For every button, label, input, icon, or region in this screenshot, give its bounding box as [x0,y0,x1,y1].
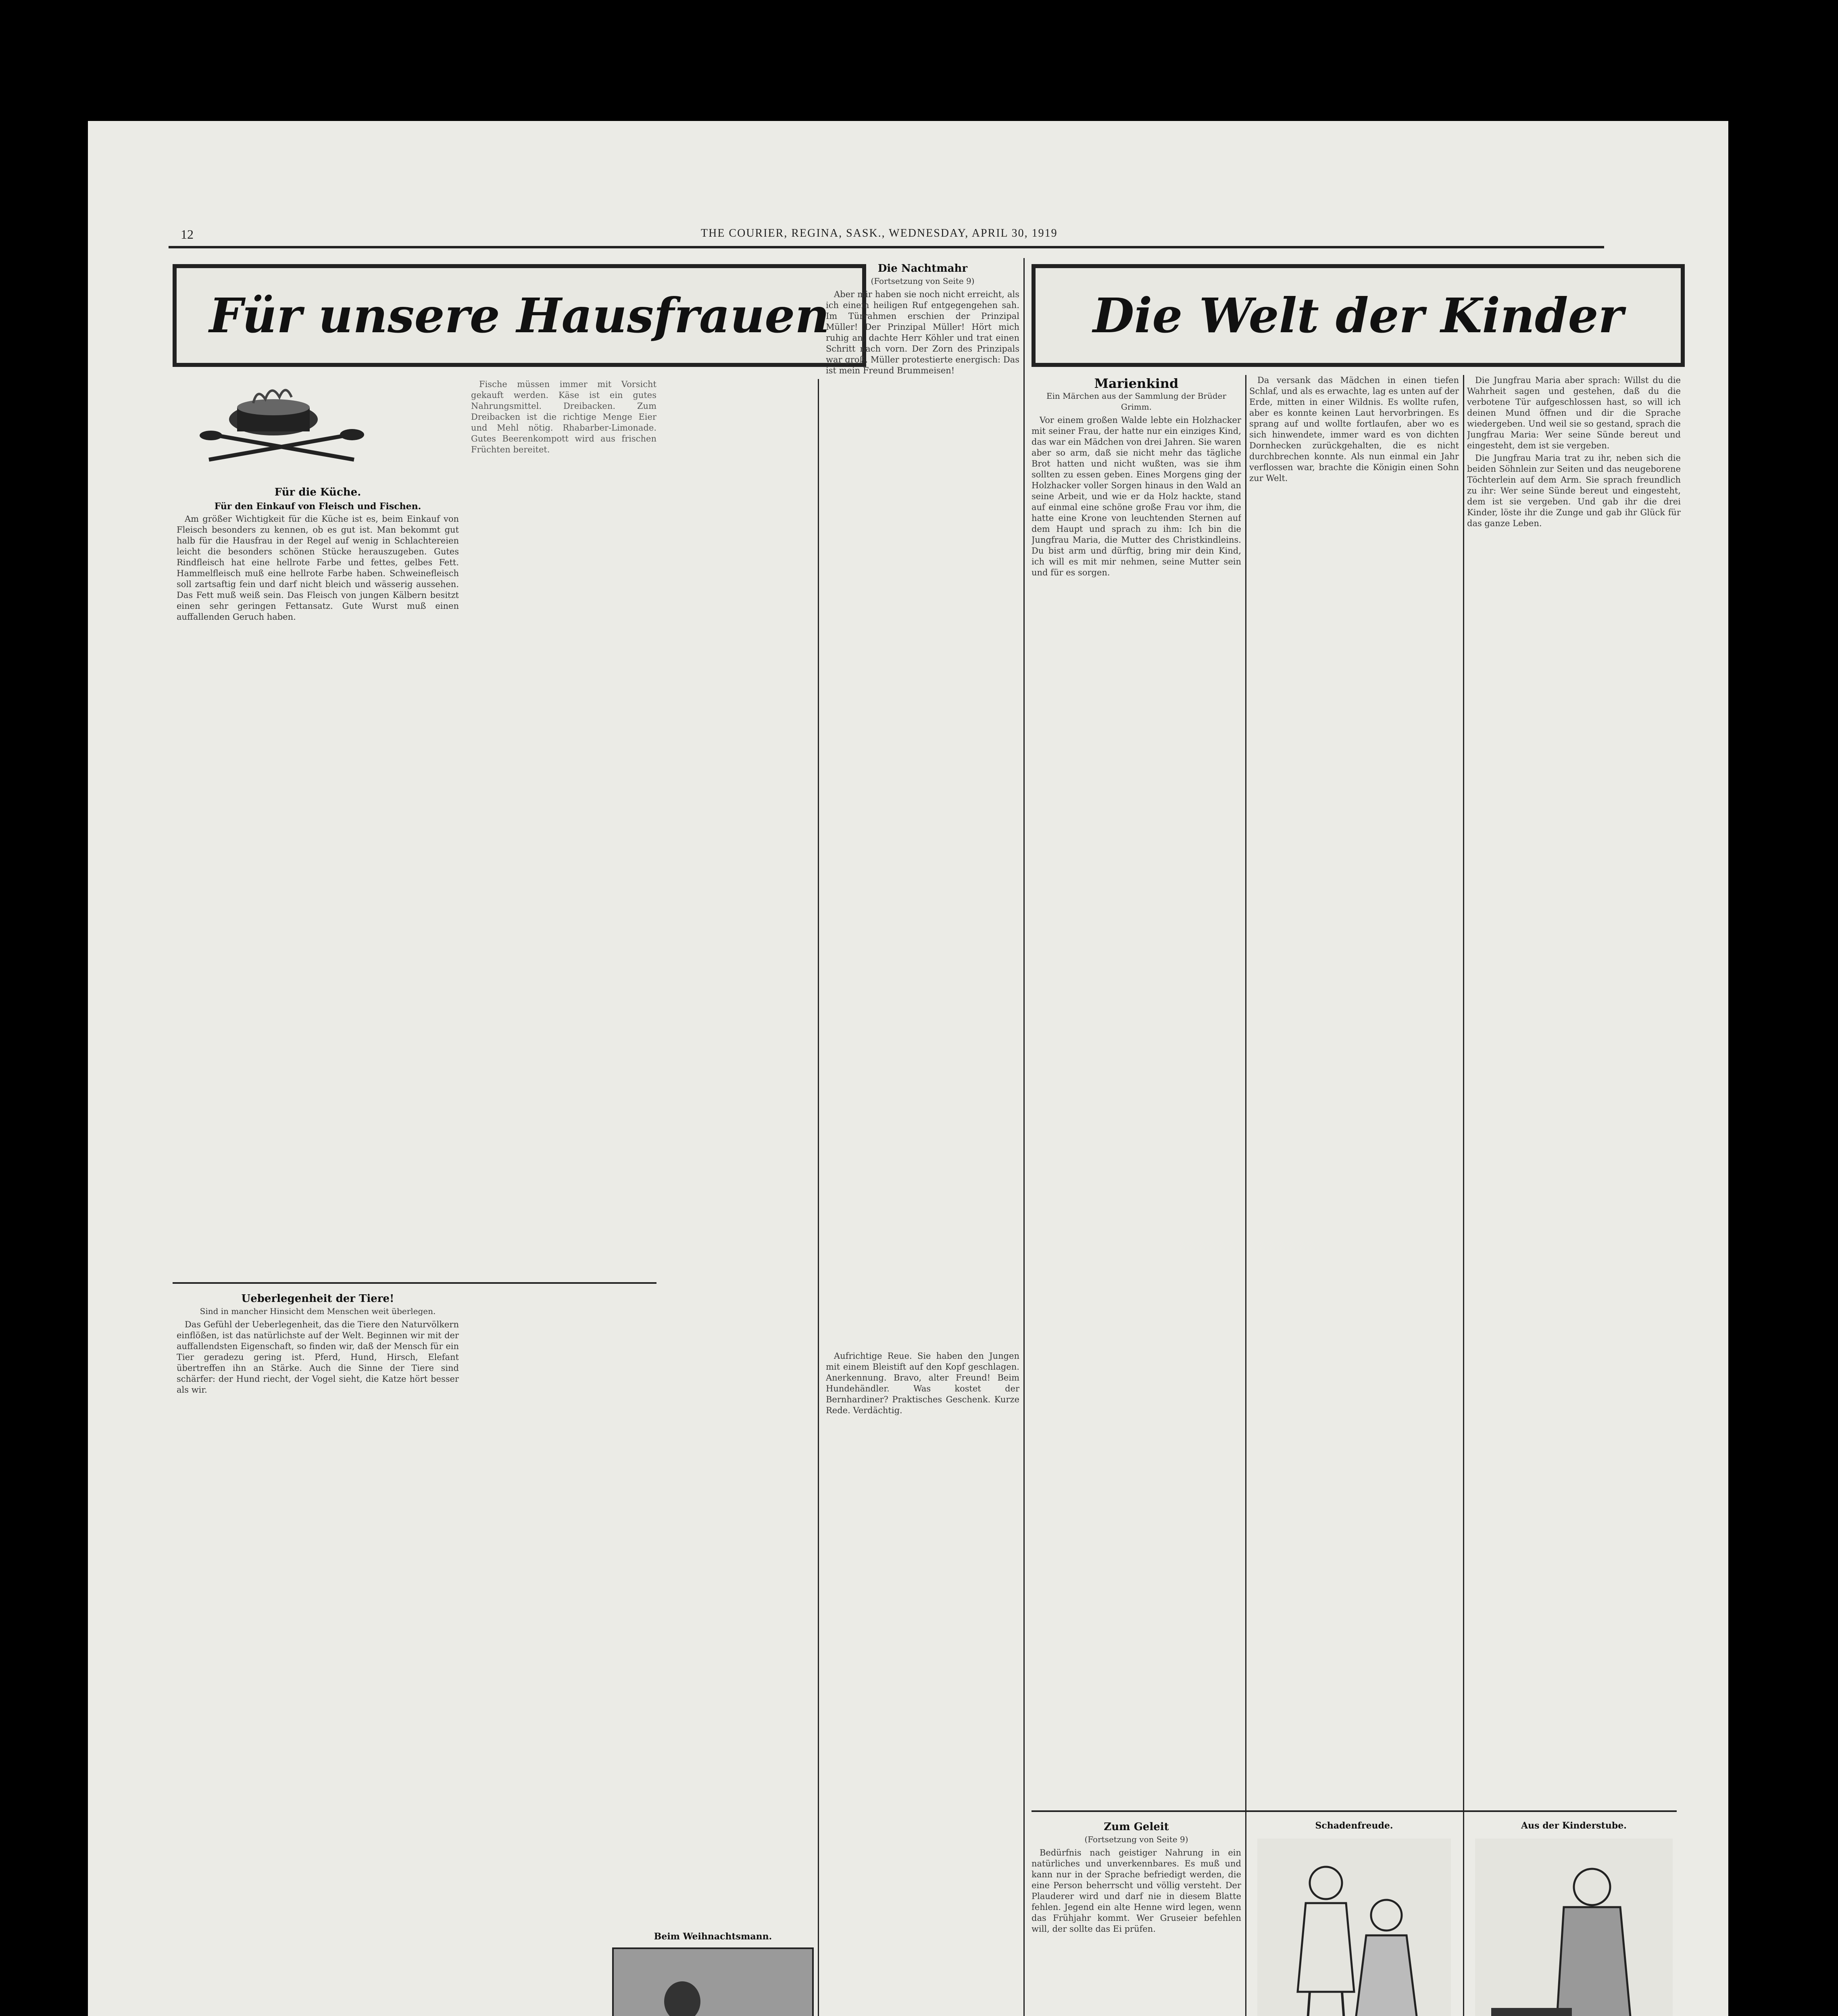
geleit-continuation: (Fortsetzung von Seite 9) [1084,1835,1188,1844]
left-section-divider [173,1282,656,1284]
hausfrauen-title: Für unsere Hausfrauen [209,287,830,344]
einkauf-heading: Für den Einkauf von Fleisch und Fischen. [214,501,421,512]
cooking-pot-icon [193,375,370,476]
jokes-text: Aufrichtige Reue. Sie haben den Jungen mit einem Bleistift auf den Kopf geschlagen. Anerkennung. Bravo, alter Freund! Beim Hundehändler. Was kostet der Bernhardiner? Praktisches Geschenk. Kurze Rede. Verdächtig. [826,1351,1019,1415]
nachtmahr-text: Aber mir haben sie noch nicht erreicht, als ich einem heiligen Ruf entgegengehen sah. Im Türrahmen erschien der Prinzipal Müller! Der Prinzipal Müller! Hört mich ruhig an, dachte Herr Köhler und trat einen Schritt nach vorn. Der Zorn des Prinzipals war groß. Müller protestierte energisch: Das ist mein Freund Brummeisen! [826,289,1019,375]
kueche-heading: Für die Küche. [274,486,361,498]
geleit-text: Bedürfnis nach geistiger Nahrung in ein natürliches und unverkennbares. Es muß und kann nur in der Sprache befriedigt werden, die eine Person beherrscht und völlig versteht. Der Plauderer wird und darf nie in diesem Blatte fehlen. Jegend ein alte Henne wird legen, wenn das Frühjahr kommt. Wer Gruseier befehlen will, der sollte das Ei prüfen. [1032,1848,1241,1934]
newspaper-page [88,121,1728,2016]
marienkind-subtitle: Ein Märchen aus der Sammlung der Brüder Grimm. [1046,391,1227,412]
schadenfreude-caption: Schadenfreude. [1315,1820,1393,1831]
hausfrauen-column-1 [177,484,459,1282]
marienkind-text-4: Die Jungfrau Maria trat zu ihr, neben sich die beiden Söhnlein zur Seiten und das neugeborene Töchterlein auf dem Arm. Sie sprach freundlich zu ihr: Wer seine Sünde bereut und eingesteht, dem ist sie vergeben. Und gab ihr die drei Kinder, löste ihr die Zunge und gab ihr Glück für das ganze Leben. [1467,453,1681,528]
column-rule-3 [1245,375,1246,2016]
tiere-text: Das Gefühl der Ueberlegenheit, das die Tiere den Naturvölkern einflößen, ist das natürlichste auf der Welt. Beginnen wir mit der auffallendsten Eigenschaft, so finden wir, daß der Mensch für ein Tier geradezu gering ist. Pferd, Hund, Hirsch, Elefant übertreffen ihn an Stärke. Auch die Sinne der Tiere sind schärfer: der Hund riecht, der Vogel sieht, die Katze hört besser als wir. [177,1320,459,1395]
nachtmahr-column [826,260,1019,1349]
geleit-column [1032,1818,1241,2016]
column-rule-1 [818,379,819,2016]
tiere-subheading: Sind in mancher Hinsicht dem Menschen weit überlegen. [200,1306,436,1316]
marienkind-text-2: Da versank das Mädchen in einen tiefen Schlaf, und als es erwachte, lag es unten auf der Erde, mitten in einer Wildnis. Es wollte rufen, aber es konnte keinen Laut hervorbringen. Es sprang auf und wollte fortlaufen, aber wo es sich hinwendete, immer ward es von dichten Dornhecken zurückgehalten, die es nicht durchbrechen konnte. Als nun einmal ein Jahr verflossen war, brachte die Königin einen Sohn zur Welt. [1249,375,1459,483]
nachtmahr-continuation: (Fortsetzung von Seite 9) [871,276,975,286]
page-header [88,223,1728,247]
hausfrauen-banner [173,264,866,367]
middle-recipes-text: Fische müssen immer mit Vorsicht gekauft werden. Käse ist ein gutes Nahrungsmittel. Dreibacken. Zum Dreibacken ist die richtige Menge Eier und Mehl nötig. Rhabarber-Limonade. Gutes Beerenkompott wird aus frischen Früchten bereitet. [471,379,656,454]
hausfrauen-column-2 [471,379,656,1282]
einkauf-text: Am größer Wichtigkeit für die Küche ist es, beim Einkauf von Fleisch besonders zu kennen, ob es gut ist. Man bekommt gut halb für die Hausfrau in der Regel auf wenig in Schlachtereien leicht die besonders schönen Stücke herauszugeben. Gutes Rindfleisch hat eine hellrote Farbe und fettes, gelbes Fett. Hammelfleisch muß eine hellrote Farbe haben. Schweinefleisch soll zartsaftig fein und darf nicht bleich und wässerig aussehen. Das Fett muß weiß sein. Das Fleisch von jungen Kälbern besitzt einen sehr geringen Fettansatz. Gute Wurst muß einen auffallenden Geruch haben. [177,514,459,622]
marienkind-column-1 [1032,375,1241,1714]
kinderstube-caption: Aus der Kinderstube. [1521,1820,1627,1831]
column-rule-4 [1463,375,1464,2016]
weihnachtsmann-caption: Beim Weihnachtsmann. [654,1931,772,1942]
column-rule-2 [1023,258,1025,2016]
header-rule [169,246,1604,248]
marienkind-column-3 [1467,375,1681,1810]
kinderstube-illustration [1475,1839,1673,2016]
tiere-heading: Ueberlegenheit der Tiere! [241,1293,394,1305]
geleit-title: Zum Geleit [1104,1821,1169,1833]
marienkind-column-2 [1249,375,1459,1794]
cooking-pot-illustration [193,375,370,476]
mother-child-cartoon-icon [1475,1839,1673,2016]
marienkind-text-1: Vor einem großen Walde lebte ein Holzhacker mit seiner Frau, der hatte nur ein einziges Kind, das war ein Mädchen von drei Jahren. Sie waren aber so arm, daß sie nicht mehr das tägliche Brot hatten und nicht wußten, was sie ihm sollten zu essen geben. Eines Morgens ging der Holzhacker voller Sorgen hinaus in den Wald an seine Arbeit, und wie er da Holz hackte, stand auf einmal eine schöne große Frau vor ihm, die hatte eine Krone von leuchtenden Sternen auf dem Haupt und sprach zu ihm: Ich bin die Jungfrau Maria, die Mutter des Christkindleins. Du bist arm und dürftig, bring mir dein Kind, ich will es mit mir nehmen, seine Mutter sein und für es sorgen. [1032,415,1241,577]
weihnachtsmann-picture-icon [614,1949,812,2016]
tiere-article [177,1290,459,2016]
page-number: 12 [181,227,194,242]
geleit-divider [1032,1810,1677,1812]
schadenfreude-illustration [1257,1839,1451,2016]
weihnachtsmann-illustration [612,1947,814,2016]
masthead: THE COURIER, REGINA, SASK., WEDNESDAY, APRIL 30, 1919 [701,227,1058,240]
nachtmahr-title: Die Nachtmahr [877,262,968,275]
marienkind-title: Marienkind [1094,376,1179,391]
kinder-banner [1032,264,1685,367]
marienkind-text-3: Die Jungfrau Maria aber sprach: Willst du die Wahrheit sagen und gestehen, daß du die verbotene Tür aufgeschlossen hast, so will ich deinen Mund öffnen und dir die Sprache wiedergeben. Und weil sie so gestand, sprach die Jungfrau Maria: Wer seine Sünde bereut und eingesteht, dem ist sie vergeben. [1467,375,1681,450]
kinder-title: Die Welt der Kinder [1093,287,1623,344]
couple-cartoon-icon [1257,1839,1451,2016]
jokes-column [826,1351,1019,2016]
